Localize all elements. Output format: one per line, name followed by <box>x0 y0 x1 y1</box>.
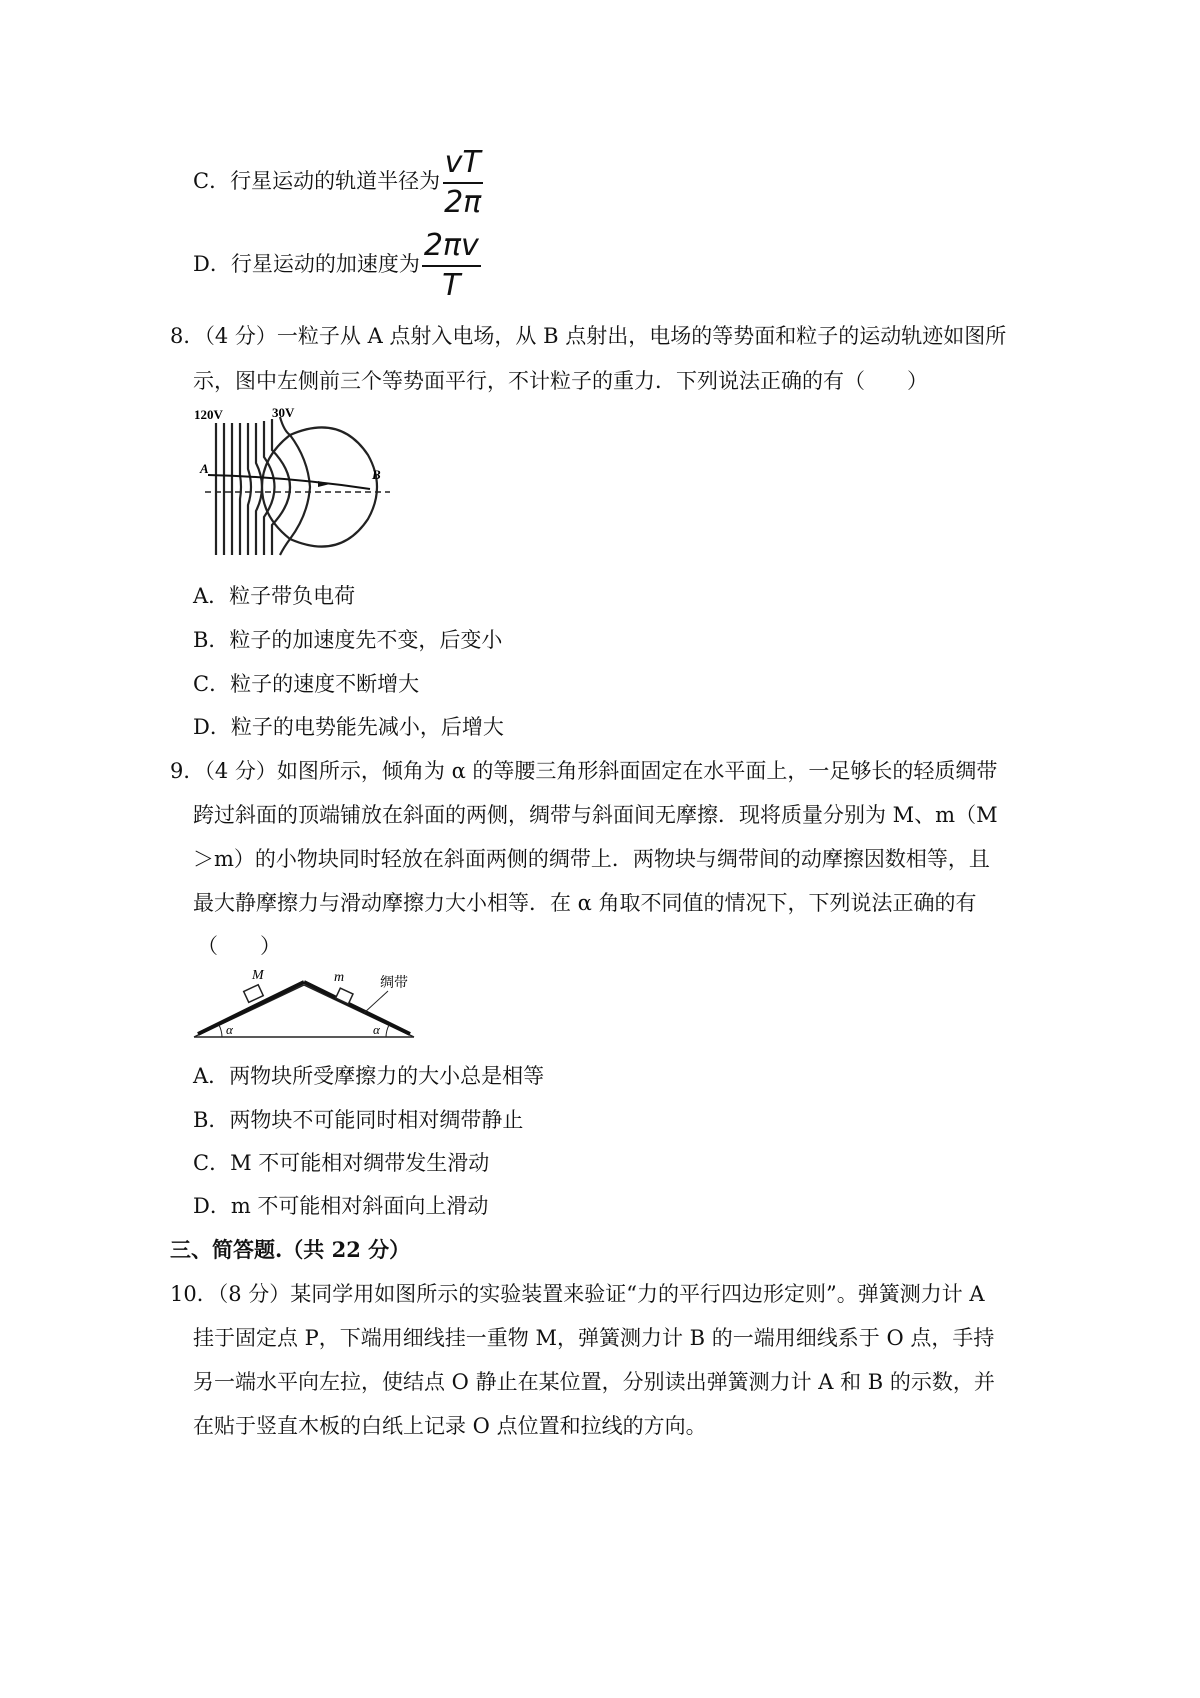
q7-option-d-numerator: 2πv <box>422 230 481 267</box>
q10-stem-line4: 在贴于竖直木板的白纸上记录 O 点位置和拉线的方向。 <box>193 1414 707 1438</box>
q7-option-c-label: C．行星运动的轨道半径为 <box>193 169 441 193</box>
label-point-b: B <box>372 467 381 482</box>
trajectory-arrow-icon <box>318 481 330 487</box>
label-big-m: M <box>252 968 264 983</box>
q9-option-d: D．m 不可能相对斜面向上滑动 <box>193 1194 489 1218</box>
label-point-a: A <box>200 461 209 476</box>
section-title: 三、简答题.（共 22 分） <box>170 1237 411 1262</box>
label-alpha-right: α <box>373 1022 380 1037</box>
equipotential-line-4 <box>240 423 241 555</box>
q8-option-c: C．粒子的速度不断增大 <box>193 672 420 696</box>
q8-option-a: A．粒子带负电荷 <box>193 584 356 608</box>
q7-option-c-denominator: 2π <box>444 184 482 220</box>
equipotential-loop-inner <box>262 417 290 555</box>
q9-stem-line4: 最大静摩擦力与滑动摩擦力大小相等．在 α 角取不同值的情况下，下列说法正确的有 <box>193 891 977 915</box>
q7-option-d <box>193 230 481 301</box>
q9-incline-figure <box>192 965 420 1045</box>
q8-stem-line1: 8．（4 分）一粒子从 A 点射入电场，从 B 点射出，电场的等势面和粒子的运动轨迹如图所 <box>170 324 1007 348</box>
q9-option-b: B．两物块不可能同时相对绸带静止 <box>193 1108 524 1132</box>
q9-stem-line3: ＞m）的小物块同时轻放在斜面两侧的绸带上．两物块与绸带间的动摩擦因数相等，且 <box>193 847 990 871</box>
q7-option-c <box>193 147 483 218</box>
q9-stem-line2: 跨过斜面的顶端铺放在斜面的两侧，绸带与斜面间无摩擦．现将质量分别为 M、m（M <box>193 803 998 827</box>
q7-option-d-denominator: T <box>442 267 461 303</box>
label-120v: 120V <box>194 407 223 422</box>
q9-option-c: C．M 不可能相对绸带发生滑动 <box>193 1151 490 1175</box>
q7-option-d-fraction <box>422 230 481 301</box>
label-silk-band: 绸带 <box>380 976 408 991</box>
label-30v: 30V <box>272 405 295 420</box>
q9-stem-line1: 9．（4 分）如图所示，倾角为 α 的等腰三角形斜面固定在水平面上，一足够长的轻质绸带 <box>170 759 998 783</box>
equipotential-line-5 <box>248 423 251 555</box>
q7-option-c-numerator: vT <box>443 147 483 184</box>
block-big-m <box>244 985 264 1003</box>
q8-option-d: D．粒子的电势能先减小，后增大 <box>193 715 504 739</box>
q10-stem-line1: 10．（8 分）某同学用如图所示的实验装置来验证“力的平行四边形定则”。弹簧测力计 A <box>170 1282 985 1306</box>
q9-stem-line5: （ ） <box>197 934 281 958</box>
q9-option-a: A．两物块所受摩擦力的大小总是相等 <box>193 1064 545 1088</box>
label-small-m: m <box>334 970 345 985</box>
q10-stem-line2: 挂于固定点 P，下端用细线挂一重物 M，弹簧测力计 B 的一端用细线系于 O 点，手持 <box>193 1326 995 1350</box>
equipotential-loop-outer <box>290 427 377 546</box>
q7-option-c-fraction <box>442 147 483 218</box>
q8-equipotential-figure <box>190 405 415 565</box>
q10-stem-line3: 另一端水平向左拉，使结点 O 静止在某位置，分别读出弹簧测力计 A 和 B 的示数，并 <box>193 1370 995 1394</box>
q8-stem-line2: 示，图中左侧前三个等势面平行，不计粒子的重力．下列说法正确的有（ ） <box>193 369 928 393</box>
label-alpha-left: α <box>226 1022 233 1037</box>
equipotential-loop-middle <box>290 435 310 539</box>
q8-option-b: B．粒子的加速度先不变，后变小 <box>193 628 503 652</box>
q7-option-d-label: D．行星运动的加速度为 <box>193 252 420 276</box>
